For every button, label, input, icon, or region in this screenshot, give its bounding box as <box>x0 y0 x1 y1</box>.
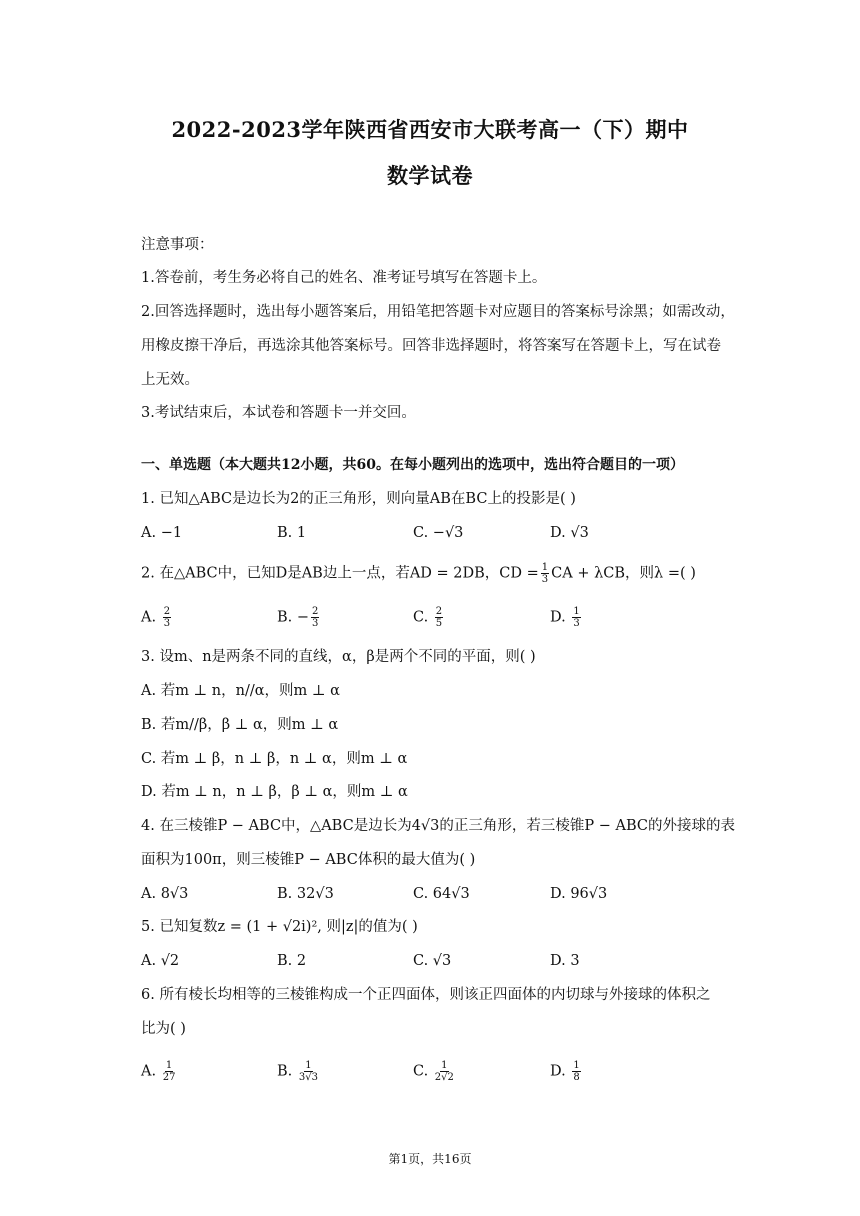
question-2-stem-pre: 2. 在△ABC中，已知D是AB边上一点，若AD = 2DB，CD = <box>141 565 539 582</box>
exam-title: 2022-2023学年陕西省西安市大联考高一（下）期中 <box>171 117 689 142</box>
question-3-stem: 3. 设m、n是两条不同的直线，α，β是两个不同的平面，则( ) <box>141 649 536 665</box>
question-2-option-b: B. − $\frac{2}{3}$ <box>277 606 319 629</box>
question-2-stem-post: CA + λCB，则λ =( ) <box>551 565 696 582</box>
question-6-option-c: C. $\frac{1}{2√2}$ <box>413 1060 454 1083</box>
question-3-option-a: A. 若m ⊥ n，n//α，则m ⊥ α <box>141 683 340 699</box>
question-4-option-d: D. 96√3 <box>550 886 608 902</box>
question-6-option-d: D. $\frac{1}{8}$ <box>550 1060 580 1083</box>
question-4-option-a: A. 8√3 <box>141 886 189 902</box>
question-1-stem: 1. 已知△ABC是边长为2的正三角形，则向量AB在BC上的投影是( ) <box>141 491 576 507</box>
question-4-stem-line1: 4. 在三棱锥P − ABC中，△ABC是边长为4√3的正三角形，若三棱锥P − ABC的外接球的表 <box>141 818 736 834</box>
question-5-option-d: D. 3 <box>550 953 580 969</box>
question-1-option-c: C. −√3 <box>413 525 464 541</box>
notice-item-2: 2.回答选择题时，选出每小题答案后，用铅笔把答题卡对应题目的答案标号涂黑；如需改动， <box>141 304 735 320</box>
question-4-option-c: C. 64√3 <box>413 886 470 902</box>
question-5-stem: 5. 已知复数z = (1 + √2i)², 则|z|的值为( ) <box>141 919 418 935</box>
question-5-option-b: B. 2 <box>277 953 307 969</box>
question-6-option-b: B. $\frac{1}{3√3}$ <box>277 1060 318 1083</box>
notice-item-2-end: 上无效。 <box>141 372 199 388</box>
question-5-option-c: C. √3 <box>413 953 452 969</box>
question-2-stem <box>141 562 781 585</box>
question-4-option-b: B. 32√3 <box>277 886 334 902</box>
question-6-stem-line2: 比为( ) <box>141 1021 186 1037</box>
question-3-option-c: C. 若m ⊥ β，n ⊥ β，n ⊥ α，则m ⊥ α <box>141 751 408 767</box>
question-6-option-a: A. $\frac{1}{27}$ <box>141 1060 176 1083</box>
question-2-option-c: C. $\frac{2}{5}$ <box>413 606 443 629</box>
question-3-option-b: B. 若m//β，β ⊥ α，则m ⊥ α <box>141 717 339 733</box>
question-1-option-d: D. √3 <box>550 525 589 541</box>
question-5-option-a: A. √2 <box>141 953 180 969</box>
page-footer: 第1页，共16页 <box>388 1152 472 1166</box>
notice-heading: 注意事项： <box>141 237 214 253</box>
question-1-option-b: B. 1 <box>277 525 307 541</box>
question-3-option-d: D. 若m ⊥ n，n ⊥ β，β ⊥ α，则m ⊥ α <box>141 784 408 800</box>
question-1-option-a: A. −1 <box>141 525 183 541</box>
notice-item-2-cont: 用橡皮擦干净后，再选涂其他答案标号。回答非选择题时，将答案写在答题卡上，写在试卷 <box>141 338 721 354</box>
question-4-stem-line2: 面积为100π，则三棱锥P − ABC体积的最大值为( ) <box>141 852 476 868</box>
section-heading: 一、单选题（本大题共12小题，共60。在每小题列出的选项中，选出符合题目的一项） <box>141 457 684 473</box>
question-6-stem-line1: 6. 所有棱长均相等的三棱锥构成一个正四面体，则该正四面体的内切球与外接球的体积之 <box>141 987 711 1003</box>
question-2-option-a: A. $\frac{2}{3}$ <box>141 606 171 629</box>
notice-item-3: 3.考试结束后，本试卷和答题卡一并交回。 <box>141 405 416 421</box>
question-2-option-d: D. $\frac{1}{3}$ <box>550 606 580 629</box>
notice-item-1: 1.答卷前，考生务必将自己的姓名、准考证号填写在答题卡上。 <box>141 270 547 286</box>
exam-subtitle: 数学试卷 <box>387 163 473 188</box>
question-2-stem-fraction: $\frac{1}{3}$ <box>541 562 549 585</box>
